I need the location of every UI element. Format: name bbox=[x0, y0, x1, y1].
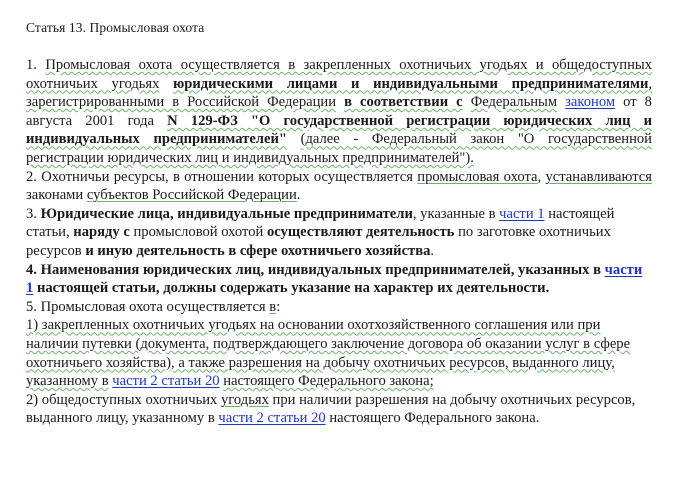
p2-text: 2. Охотничьи ресурсы, в отношении которых осуществляется bbox=[26, 168, 413, 185]
p1-text: Промысловая охота осуществляется в закрепленных охотничьих угодьях и общедоступных охотничьих угодьях bbox=[26, 57, 652, 92]
p7-text: 2) общедоступных охотничьих bbox=[26, 391, 218, 408]
p2-established: устанавливаются bbox=[545, 168, 652, 185]
p4-bold-names: 4. Наименования юридических лиц, индивидуальных предпринимателей, указанных в bbox=[26, 261, 602, 278]
p3-bold-entities: Юридические лица, индивидуальные предприниматели bbox=[40, 205, 413, 222]
p5-colon: : bbox=[276, 298, 281, 315]
p3-bold-other: и иную деятельность в сфере охотничьего хозяйства bbox=[85, 242, 431, 259]
p5-text: 5. Промысловая охота осуществляется bbox=[26, 298, 266, 315]
paragraph-5 bbox=[26, 298, 652, 317]
p2-laws: законами bbox=[26, 187, 84, 204]
paragraph-4 bbox=[26, 261, 652, 298]
p1-registered: , зарегистрированными в Российской Федерации bbox=[26, 75, 653, 111]
p3-bold-activity: осуществляют деятельность bbox=[266, 224, 455, 241]
p1-number: 1. bbox=[26, 57, 37, 73]
part-2-article-20-link[interactable]: части 2 статьи 20 bbox=[112, 373, 220, 390]
p1-bold-law-name: N 129-ФЗ "О государственной регистрации юридических лиц и индивидуальных предпринимателей" bbox=[26, 112, 653, 148]
p6-text: 1) закрепленных охотничьих угодьях на основании охотхозяйственного соглашения или при наличии путевки (документа, подтверждающего заключение договора об оказании услуг в сфере охотничьего хозяйства), а также разрешения на добычу охотничьих ресурсов, выданного лицу, указанному в bbox=[26, 317, 631, 390]
part-1-link[interactable]: части 1 bbox=[499, 205, 545, 222]
p3-hunting: промысловой охотой bbox=[133, 224, 264, 241]
p1-bold-entities: юридическими лицами и индивидуальными предпринимателями bbox=[173, 75, 649, 92]
p6-rest: настоящего Федерального закона; bbox=[223, 373, 434, 390]
p2-subjects: субъектов Российской Федерации bbox=[86, 187, 297, 204]
paragraph-7 bbox=[26, 391, 652, 428]
p1-hereinafter: (далее - Федеральный закон "О государственной регистрации юридических лиц и индивидуальных предпринимателей"). bbox=[26, 131, 652, 166]
p1-bold-accordance: в соответствии с bbox=[344, 94, 463, 111]
p3-number: 3. bbox=[26, 205, 37, 222]
p1-federal: Федеральным bbox=[470, 94, 558, 111]
paragraph-1 bbox=[26, 56, 652, 168]
p7-permission: при наличии разрешения на добычу охотничьих ресурсов, выданного лицу, указанному в bbox=[26, 391, 636, 427]
p3-bold-along: наряду с bbox=[73, 224, 130, 241]
p2-period: . bbox=[296, 187, 301, 204]
p3-procurement: по заготовке охотничьих ресурсов bbox=[26, 224, 611, 259]
law-link[interactable]: законом bbox=[565, 94, 616, 111]
p7-rest: настоящего Федерального закона. bbox=[329, 410, 540, 427]
paragraph-6 bbox=[26, 316, 652, 390]
part-2-article-20-link-2[interactable]: части 2 статьи 20 bbox=[218, 410, 326, 427]
p7-lands: угодьях bbox=[221, 391, 269, 408]
p5-in: в bbox=[269, 298, 277, 315]
paragraph-3 bbox=[26, 205, 652, 261]
part-1-link-bold[interactable]: части 1 bbox=[26, 261, 643, 297]
article-title: Статья 13. Промысловая охота bbox=[26, 20, 205, 35]
p3-this-article: настоящей статьи, bbox=[26, 205, 615, 241]
article-body bbox=[26, 56, 652, 428]
p3-indicated: , указанные в bbox=[412, 205, 496, 222]
p1-date: от 8 августа 2001 года bbox=[26, 94, 652, 129]
p3-period: . bbox=[430, 242, 435, 259]
paragraph-2 bbox=[26, 168, 652, 205]
p4-bold-rest: настоящей статьи, должны содержать указание на характер их деятельности. bbox=[36, 280, 550, 297]
p2-commercial-hunting: промысловая охота bbox=[417, 168, 538, 185]
p2-comma: , bbox=[537, 168, 542, 185]
